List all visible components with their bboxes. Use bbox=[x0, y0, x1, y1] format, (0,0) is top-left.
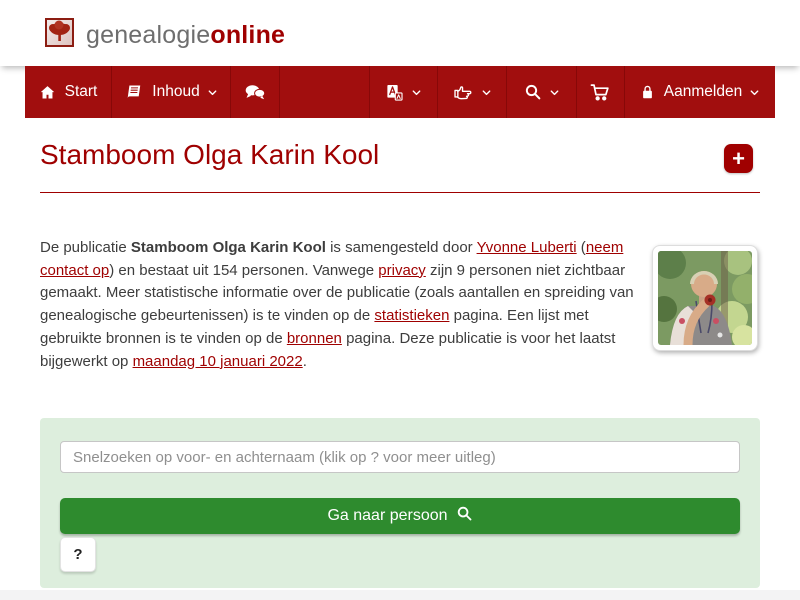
help-button[interactable]: ? bbox=[60, 537, 96, 572]
go-to-person-button[interactable] bbox=[60, 498, 740, 534]
title-divider bbox=[40, 192, 760, 193]
site-logo[interactable] bbox=[45, 18, 285, 52]
intro-text: zijn 9 personen niet zichtbaar gemaakt. Meer statistische informatie over de publicatie (zoals aantallen en spreiding van genealogische gebeurtenissen) is te vinden op de bbox=[40, 261, 634, 325]
chevron-down-icon bbox=[411, 87, 422, 98]
nav-item-start[interactable] bbox=[25, 66, 112, 118]
lock-icon bbox=[640, 84, 655, 100]
intro-text: ) en bestaat uit 154 personen. Vanwege bbox=[109, 261, 379, 279]
nav-item-label: Inhoud bbox=[152, 83, 200, 100]
translate-icon bbox=[385, 83, 404, 102]
author-link[interactable]: Yvonne Luberti bbox=[476, 239, 577, 256]
nav-item-berichten[interactable] bbox=[231, 66, 280, 118]
tree-logo-icon bbox=[45, 18, 74, 52]
cart-icon bbox=[590, 83, 611, 102]
go-button-label: Ga naar persoon bbox=[327, 507, 448, 524]
intro-paragraph bbox=[40, 237, 634, 373]
intro-text: is samengesteld door bbox=[325, 239, 477, 256]
nav-spacer bbox=[280, 66, 370, 118]
search-icon bbox=[524, 83, 542, 101]
intro-text: pagina. Een lijst met gebruikte bronnen is te vinden op de bbox=[40, 307, 589, 347]
sources-link[interactable]: bronnen bbox=[286, 329, 342, 347]
nav-item-label: Start bbox=[64, 83, 98, 100]
chevron-down-icon bbox=[549, 87, 560, 98]
add-button[interactable]: + bbox=[724, 144, 753, 173]
nav-item-zoeken[interactable] bbox=[507, 66, 577, 118]
intro-text: De publicatie bbox=[40, 239, 131, 256]
nav-item-taal[interactable] bbox=[370, 66, 438, 118]
pointing-hand-icon bbox=[453, 83, 474, 102]
nav-item-label: Aanmelden bbox=[663, 83, 743, 100]
chevron-down-icon bbox=[749, 87, 760, 98]
search-icon bbox=[456, 505, 473, 527]
last-updated-link[interactable]: maandag 10 januari 2022 bbox=[132, 352, 303, 370]
publication-name: Stamboom Olga Karin Kool bbox=[130, 239, 326, 256]
nav-item-inhoud[interactable] bbox=[112, 66, 231, 118]
statistics-link[interactable]: statistieken bbox=[374, 307, 450, 325]
quick-search-panel bbox=[40, 418, 760, 588]
main-navigation bbox=[25, 66, 775, 118]
home-icon bbox=[39, 84, 56, 101]
footer-strip bbox=[0, 590, 800, 600]
chat-icon bbox=[244, 83, 266, 101]
quick-search-input[interactable] bbox=[60, 441, 740, 473]
nav-item-aanmelden[interactable] bbox=[625, 66, 775, 118]
nav-item-aanbevelen[interactable] bbox=[438, 66, 507, 118]
chevron-down-icon bbox=[481, 87, 492, 98]
chevron-down-icon bbox=[207, 87, 218, 98]
nav-item-winkelwagen[interactable] bbox=[577, 66, 625, 118]
intro-text: ( bbox=[576, 239, 586, 256]
site-header bbox=[0, 0, 800, 66]
page-title: Stamboom Olga Karin Kool bbox=[40, 139, 380, 170]
publication-photo bbox=[652, 245, 758, 351]
contact-link[interactable]: neem contact op bbox=[40, 239, 624, 279]
book-icon bbox=[124, 84, 143, 101]
intro-text: pagina. Deze publicatie is voor het laatst bijgewerkt op bbox=[40, 329, 616, 370]
site-title: genealogieonline bbox=[86, 20, 286, 49]
intro-text: . bbox=[302, 352, 307, 370]
privacy-link[interactable]: privacy bbox=[378, 261, 426, 279]
